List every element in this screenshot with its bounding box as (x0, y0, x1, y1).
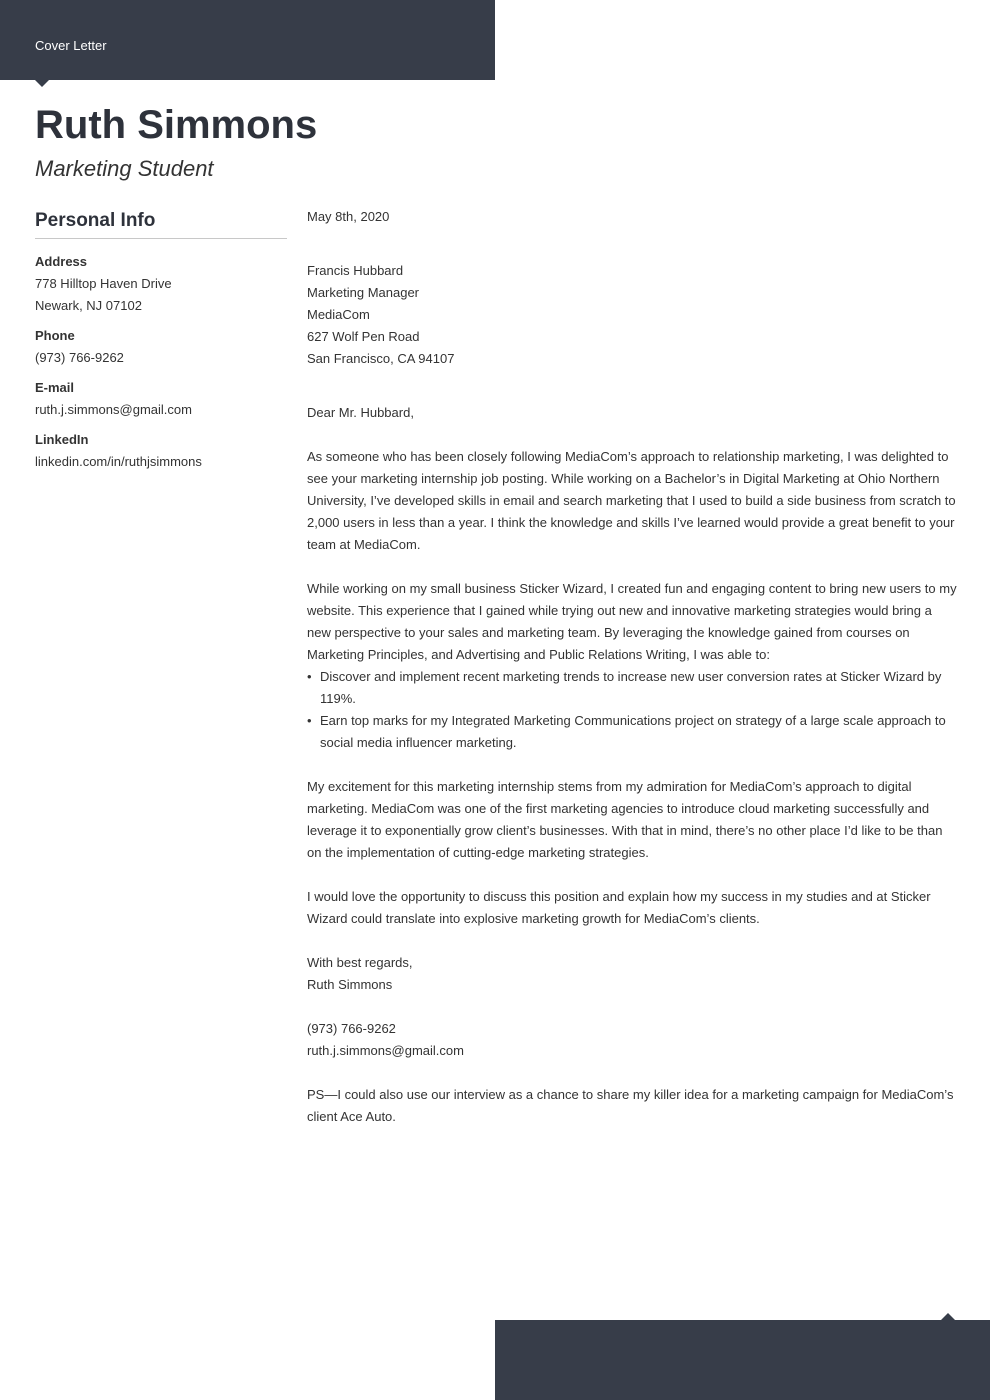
recipient-title: Marketing Manager (307, 285, 419, 300)
paragraph-1: As someone who has been closely following MediaCom’s approach to relationship marketing, I was delighted to see your marketing internship job posting. While working on a Bachelor’s in Digital Marketing at Ohio Northern University, I’ve developed skills in email and search marketing that I used to build a side business from scratch to 2,000 users in less than a year. I think the knowledge and skills I’ve learned would provide a great benefit to your team at MediaCom. (307, 449, 956, 552)
document-type-label: Cover Letter (35, 38, 107, 53)
address-line-2: Newark, NJ 07102 (35, 298, 142, 313)
bullet-marker: • (307, 713, 312, 728)
recipient-street: 627 Wolf Pen Road (307, 329, 420, 344)
closing: With best regards, (307, 955, 413, 970)
footer-notch-decoration (941, 1313, 955, 1320)
footer-band (495, 1320, 990, 1400)
paragraph-2: While working on my small business Sticker Wizard, I created fun and engaging content to bring new users to my website. This experience that I gained while trying out new and innovative marketing strategies would bring a new perspective to your sales and marketing team. By leveraging the knowledge gained from courses on Marketing Principles, and Advertising and Public Relations Writing, I was able to: (307, 581, 957, 662)
list-item (307, 666, 957, 710)
linkedin-label: LinkedIn (35, 432, 89, 447)
bullet-marker: • (307, 669, 312, 684)
linkedin-value: linkedin.com/in/ruthjsimmons (35, 454, 202, 469)
phone-block (35, 325, 287, 369)
personal-info-heading: Personal Info (35, 208, 287, 239)
signature-email: ruth.j.simmons@gmail.com (307, 1043, 464, 1058)
postscript: PS—I could also use our interview as a chance to share my killer idea for a marketing campaign for MediaCom’s client Ace Auto. (307, 1087, 954, 1124)
achievement-list (307, 666, 957, 754)
signature-name: Ruth Simmons (307, 977, 393, 992)
salutation: Dear Mr. Hubbard, (307, 405, 414, 420)
list-item-text: Discover and implement recent marketing trends to increase new user conversion rates at Sticker Wizard by 119%. (320, 669, 942, 706)
header-notch-decoration (35, 80, 49, 87)
recipient-city: San Francisco, CA 94107 (307, 351, 455, 366)
recipient-name: Francis Hubbard (307, 263, 404, 278)
address-line-1: 778 Hilltop Haven Drive (35, 276, 172, 291)
email-value: ruth.j.simmons@gmail.com (35, 402, 192, 417)
letter-date: May 8th, 2020 (307, 209, 390, 224)
applicant-title: Marketing Student (35, 156, 214, 181)
recipient-company: MediaCom (307, 307, 370, 322)
linkedin-block (35, 429, 287, 473)
letter-body (307, 206, 957, 1128)
list-item (307, 710, 957, 754)
phone-value: (973) 766-9262 (35, 350, 124, 365)
email-label: E-mail (35, 380, 75, 395)
personal-info-sidebar (35, 208, 287, 473)
email-block (35, 377, 287, 421)
header-band (0, 0, 495, 80)
signature-phone: (973) 766-9262 (307, 1021, 396, 1036)
applicant-name: Ruth Simmons (35, 103, 318, 147)
address-label: Address (35, 254, 88, 269)
list-item-text: Earn top marks for my Integrated Marketing Communications project on strategy of a large scale approach to social media influencer marketing. (320, 713, 946, 750)
paragraph-3: My excitement for this marketing internship stems from my admiration for MediaCom’s approach to digital marketing. MediaCom was one of the first marketing agencies to introduce cloud marketing successfully and leverage it to exponentially grow client’s businesses. With that in mind, there’s no other place I’d like to be than on the implementation of cutting-edge marketing strategies. (307, 779, 943, 860)
phone-label: Phone (35, 328, 75, 343)
paragraph-4: I would love the opportunity to discuss this position and explain how my success in my studies and at Sticker Wizard could translate into explosive marketing growth for MediaCom’s clients. (307, 889, 931, 926)
address-block (35, 251, 287, 317)
